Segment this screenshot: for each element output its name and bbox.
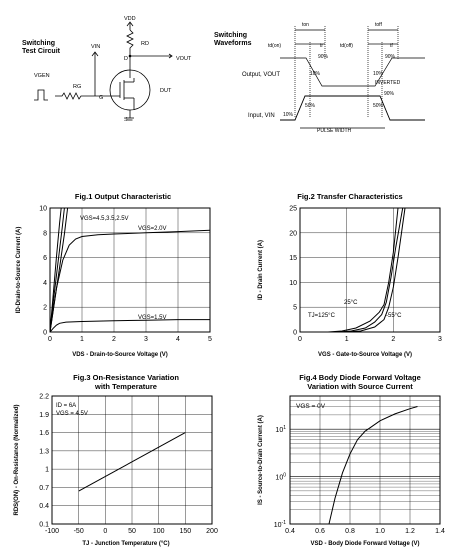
inverted-label: INVERTED	[375, 80, 401, 86]
y-tick-label: $10^0$	[275, 472, 286, 482]
fig4-title-line1: Fig.4 Body Diode Forward Voltage	[299, 373, 421, 382]
fig1-title: Fig.1 Output Characteristic	[74, 192, 172, 201]
fig2-transfer-characteristics	[240, 186, 455, 364]
y-tick-label: 15	[289, 255, 297, 263]
y-tick-label: 8	[43, 230, 47, 238]
fig4-xlabel: VSD - Body Diode Forward Voltage (V)	[310, 541, 420, 547]
series-line-0	[329, 407, 418, 525]
y-tick-label: 20	[289, 230, 297, 238]
y-tick-label: 1.3	[39, 448, 49, 456]
fig2-title: Fig.2 Transfer Characteristics	[297, 192, 403, 201]
pct90-c: 90%	[384, 91, 395, 97]
fig3-ann-id: ID = 6A	[56, 403, 77, 409]
x-tick-label: 0	[103, 528, 108, 535]
fig3-ann-vgs: VGS = 4.5V	[56, 411, 88, 417]
y-tick-label: 0.1	[39, 521, 49, 529]
fig3-ylabel: RDS(ON) - On-Resistance (Normalized)	[14, 404, 20, 516]
plot-frame	[290, 396, 440, 524]
x-tick-label: 0	[48, 336, 52, 343]
drain-label: D	[124, 56, 128, 62]
y-tick-label: 0.7	[39, 484, 49, 492]
fig1-ylabel: ID-Drain-to-Source Current (A)	[16, 226, 22, 314]
x-tick-label: 50	[128, 528, 136, 535]
pulse-width-label: PULSE WIDTH	[317, 128, 352, 134]
x-tick-label: -50	[73, 528, 84, 535]
ton-label: ton	[302, 22, 309, 28]
series-line-3	[50, 230, 210, 332]
fig2-ann-125c: TJ=125°C	[308, 313, 335, 319]
x-tick-label: 0	[298, 336, 302, 343]
vdd-label: VDD	[124, 16, 136, 22]
fig1-output-characteristic	[8, 186, 220, 364]
td-on-label: td(on)	[268, 43, 282, 49]
pct10-a: 10%	[310, 71, 321, 77]
y-tick-label: 1.9	[39, 411, 49, 419]
x-tick-label: 1	[344, 336, 349, 343]
toff-label: toff	[375, 22, 382, 28]
fig4-ylabel: IS - Source-to-Drain Current (A)	[258, 415, 264, 505]
tr-label: tr	[320, 43, 324, 49]
x-tick-label: 100	[152, 528, 165, 535]
vin-label: VIN	[91, 44, 101, 50]
fig3-xlabel: TJ - Junction Temperature (°C)	[82, 541, 170, 547]
fig4-body-diode	[240, 368, 455, 550]
x-tick-label: 2	[112, 336, 116, 343]
x-tick-label: 3	[438, 336, 442, 343]
y-tick-label: 0	[43, 329, 47, 337]
fig2-xlabel: VGS - Gate-to-Source Voltage (V)	[318, 352, 412, 358]
vout-label: VOUT	[176, 56, 192, 62]
fig1-ann-1: VGS=4.5,3.5,2.5V	[80, 216, 129, 222]
source-label: S	[124, 117, 128, 123]
waveforms-title-line2: Waveforms	[214, 40, 252, 47]
circuit-title-line1: Switching	[22, 40, 56, 47]
y-tick-label: 2	[43, 304, 47, 312]
y-tick-label: 0.4	[39, 503, 49, 511]
y-tick-label: 25	[289, 205, 297, 213]
input-label: Input, VIN	[248, 113, 275, 119]
tf-label: tf	[390, 43, 393, 49]
x-tick-label: 1.0	[375, 528, 385, 535]
x-tick-label: 0.6	[315, 528, 325, 535]
y-tick-label: 1.6	[39, 430, 49, 438]
fig4-ann-vgs: VGS = 0V	[296, 403, 326, 410]
x-tick-label: 2	[391, 336, 396, 343]
y-tick-label: 10	[289, 279, 297, 287]
y-tick-label: $10^1$	[275, 425, 286, 435]
rg-label: RG	[73, 84, 82, 90]
x-tick-label: 4	[176, 336, 180, 343]
x-tick-label: 0.4	[285, 528, 295, 535]
gate-label: G	[99, 95, 104, 101]
fig2-ann-m55c: -55°C	[386, 313, 402, 319]
x-tick-label: -100	[44, 528, 60, 535]
fig2-ylabel: ID - Drain Current (A)	[258, 240, 264, 300]
y-tick-label: 6	[43, 255, 47, 263]
pct50-a: 50%	[305, 103, 316, 109]
switching-test-circuit	[0, 0, 232, 140]
pct10-b: 10%	[373, 71, 384, 77]
fig1-xlabel: VDS - Drain-to-Source Voltage (V)	[72, 352, 168, 358]
x-tick-label: 1.4	[435, 528, 445, 535]
fig1-ann-2: VGS=2.0V	[138, 226, 167, 232]
y-tick-label: 5	[293, 304, 297, 312]
y-tick-label: $10^{-1}$	[273, 520, 286, 529]
rd-label: RD	[141, 41, 149, 47]
dut-label: DUT	[160, 88, 172, 94]
pct90-b: 90%	[385, 54, 396, 60]
series-line-1	[50, 208, 64, 332]
y-tick-label: 1	[45, 466, 49, 474]
y-tick-label: 10	[39, 205, 47, 213]
switching-waveforms	[210, 0, 463, 140]
x-tick-label: 1	[80, 336, 84, 343]
y-tick-label: 2.2	[39, 393, 49, 401]
pct90-a: 90%	[318, 54, 329, 60]
waveforms-title-line1: Switching	[214, 32, 248, 39]
drain-node	[129, 55, 132, 58]
x-tick-label: 3	[144, 336, 148, 343]
plot-frame	[50, 208, 210, 332]
x-tick-label: 1.2	[405, 528, 415, 535]
x-tick-label: 150	[179, 528, 192, 535]
x-tick-label: 0.8	[345, 528, 355, 535]
output-label: Output, VOUT	[242, 72, 281, 78]
circuit-title-line2: Test Circuit	[22, 48, 60, 55]
x-tick-label: 5	[208, 336, 212, 343]
fig2-ann-25c: 25°C	[344, 300, 358, 306]
fig3-on-resistance	[8, 368, 220, 550]
pct50-b: 50%	[373, 103, 384, 109]
series-line-4	[50, 320, 210, 332]
fig1-ann-3: VGS=1.5V	[138, 315, 167, 321]
y-tick-label: 4	[43, 279, 47, 287]
vgen-label: VGEN	[34, 73, 50, 79]
fig4-title-line2: Variation with Source Current	[307, 382, 413, 391]
fig3-title-line2: with Temperature	[95, 382, 157, 391]
x-tick-label: 200	[206, 528, 218, 535]
fig3-title-line1: Fig.3 On-Resistance Variation	[73, 373, 179, 382]
pct10-c: 10%	[283, 112, 294, 118]
td-off-label: td(off)	[340, 43, 353, 49]
y-tick-label: 0	[293, 329, 297, 337]
